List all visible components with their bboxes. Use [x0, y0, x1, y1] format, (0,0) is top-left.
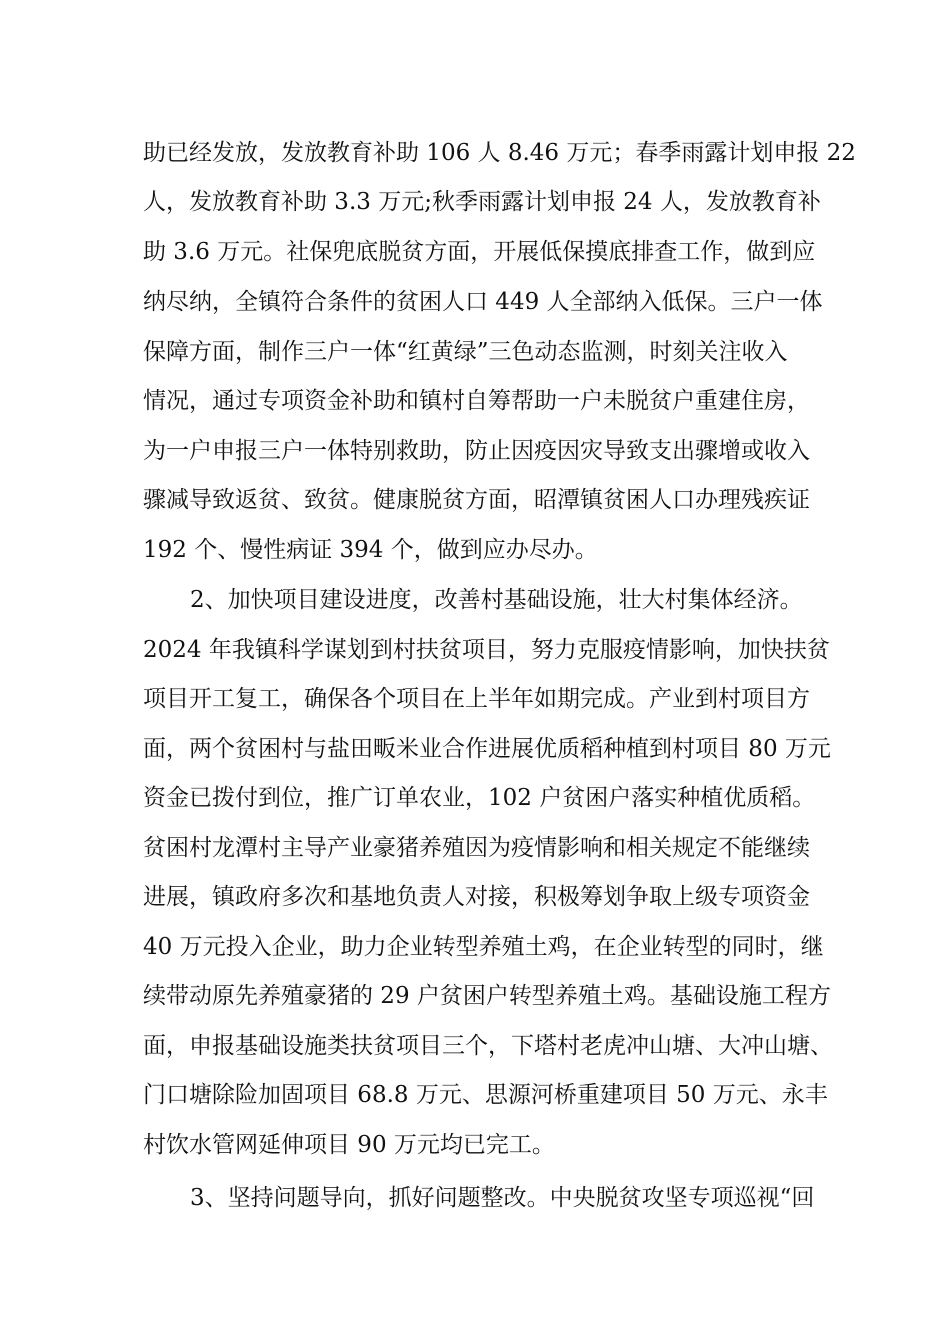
text-line: 助 3.6 万元。社保兜底脱贫方面，开展低保摸底排查工作，做到应 — [143, 239, 816, 265]
text-line: 192 个、慢性病证 394 个，做到应办尽办。 — [143, 537, 598, 563]
text-line: 续带动原先养殖豪猪的 29 户贫困户转型养殖土鸡。基础设施工程方 — [143, 983, 831, 1009]
text-line: 项目开工复工，确保各个项目在上半年如期完成。产业到村项目方 — [143, 686, 810, 712]
text-line: 助已经发放，发放教育补助 106 人 8.46 万元；春季雨露计划申报 22 — [143, 140, 856, 166]
text-line: 贫困村龙潭村主导产业豪猪养殖因为疫情影响和相关规定不能继续 — [143, 835, 810, 861]
text-line: 情况，通过专项资金补助和镇村自筹帮助一户未脱贫户重建住房， — [143, 388, 810, 414]
text-line: 进展，镇政府多次和基地负责人对接，积极筹划争取上级专项资金 — [143, 884, 810, 910]
text-line: 纳尽纳，全镇符合条件的贫困人口 449 人全部纳入低保。三户一体 — [143, 289, 823, 315]
text-line: 面，申报基础设施类扶贫项目三个，下塔村老虎冲山塘、大冲山塘、 — [143, 1033, 833, 1059]
paragraph-heading-2: 2、加快项目建设进度，改善村基础设施，壮大村集体经济。 — [190, 587, 803, 613]
text-line: 40 万元投入企业，助力企业转型养殖土鸡，在企业转型的同时，继 — [143, 934, 824, 960]
text-line: 村饮水管网延伸项目 90 万元均已完工。 — [143, 1132, 555, 1158]
text-line: 为一户申报三户一体特别救助，防止因疫因灾导致支出骤增或收入 — [143, 438, 810, 464]
paragraph-heading-3: 3、坚持问题导向，抓好问题整改。中央脱贫攻坚专项巡视“回 — [190, 1185, 815, 1211]
text-line: 人，发放教育补助 3.3 万元;秋季雨露计划申报 24 人，发放教育补 — [143, 189, 821, 215]
text-line: 保障方面，制作三户一体“红黄绿”三色动态监测，时刻关注收入 — [143, 339, 788, 365]
text-line: 资金已拨付到位，推广订单农业，102 户贫困户落实种植优质稻。 — [143, 785, 816, 811]
text-line: 面，两个贫困村与盐田畈米业合作进展优质稻种植到村项目 80 万元 — [143, 736, 831, 762]
text-line: 骤减导致返贫、致贫。健康脱贫方面，昭潭镇贫困人口办理残疾证 — [143, 487, 810, 513]
text-line: 2024 年我镇科学谋划到村扶贫项目，努力克服疫情影响，加快扶贫 — [143, 637, 830, 663]
text-line: 门口塘除险加固项目 68.8 万元、思源河桥重建项目 50 万元、永丰 — [143, 1082, 828, 1108]
